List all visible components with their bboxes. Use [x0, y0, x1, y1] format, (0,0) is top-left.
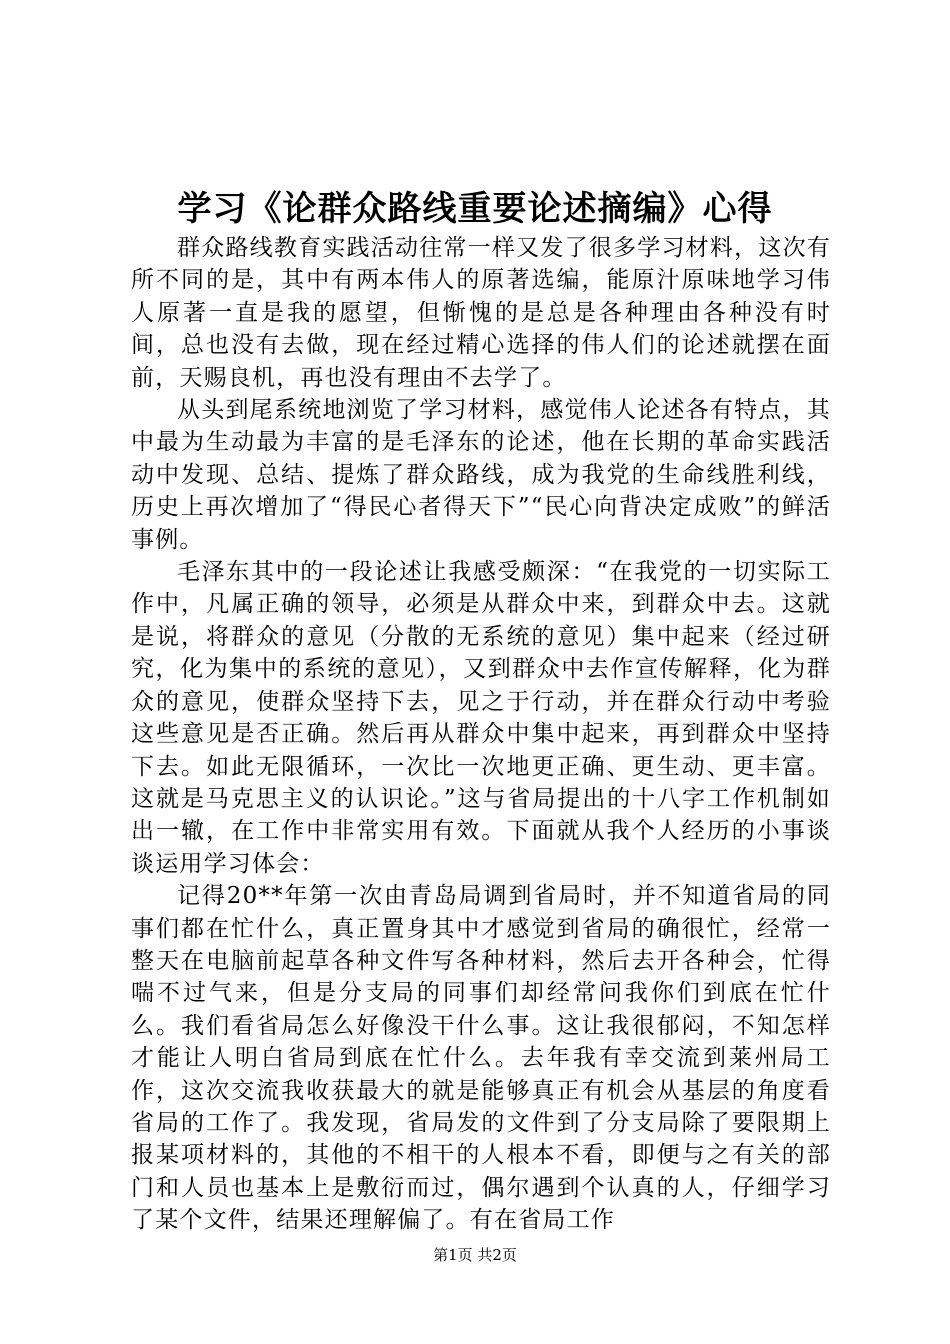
document-title: 学习《论群众路线重要论述摘编》心得: [177, 189, 773, 229]
document-body: [131, 232, 831, 1237]
paragraph: 群众路线教育实践活动往常一样又发了很多学习材料，这次有所不同的是，其中有两本伟人的原著选编，能原汁原味地学习伟人原著一直是我的愿望，但惭愧的是总是各种理由各种没有时间，总也没有去做，现在经过精心选择的伟人们的论述就摆在面前，天赐良机，再也没有理由不去学了。: [131, 235, 831, 391]
page-number-footer: 第1页 共2页: [433, 1246, 517, 1264]
paragraph: 记得20**年第一次由青岛局调到省局时，并不知道省局的同事们都在忙什么，真正置身其中才感觉到省局的确很忙，经常一整天在电脑前起草各种文件写各种材料，然后去开各种会，忙得喘不过气来，但是分支局的同事们却经常问我你们到底在忙什么。我们看省局怎么好像没干什么事。这让我很郁闷，不知怎样才能让人明白省局到底在忙什么。去年我有幸交流到莱州局工作，这次交流我收获最大的就是能够真正有机会从基层的角度看省局的工作了。我发现，省局发的文件到了分支局除了要限期上报某项材料的，其他的不相干的人根本不看，即便与之有关的部门和人员也基本上是敷衍而过，偶尔遇到个认真的人，仔细学习了某个文件，结果还理解偏了。有在省局工作: [131, 883, 831, 1234]
paragraph: 毛泽东其中的一段论述让我感受颇深：“在我党的一切实际工作中，凡属正确的领导，必须是从群众中来，到群众中去。这就是说，将群众的意见（分散的无系统的意见）集中起来（经过研究，化为集中的系统的意见），又到群众中去作宣传解释，化为群众的意见，使群众坚持下去，见之于行动，并在群众行动中考验这些意见是否正确。然后再从群众中集中起来，再到群众中坚持下去。如此无限循环，一次比一次地更正确、更生动、更丰富。这就是马克思主义的认识论。”这与省局提出的十八字工作机制如出一辙，在工作中非常实用有效。下面就从我个人经历的小事谈谈运用学习体会：: [131, 559, 831, 877]
paragraph: 从头到尾系统地浏览了学习材料，感觉伟人论述各有特点，其中最为生动最为丰富的是毛泽东的论述，他在长期的革命实践活动中发现、总结、提炼了群众路线，成为我党的生命线胜利线，历史上再次增加了“得民心者得天下”“民心向背决定成败”的鲜活事例。: [131, 397, 831, 553]
